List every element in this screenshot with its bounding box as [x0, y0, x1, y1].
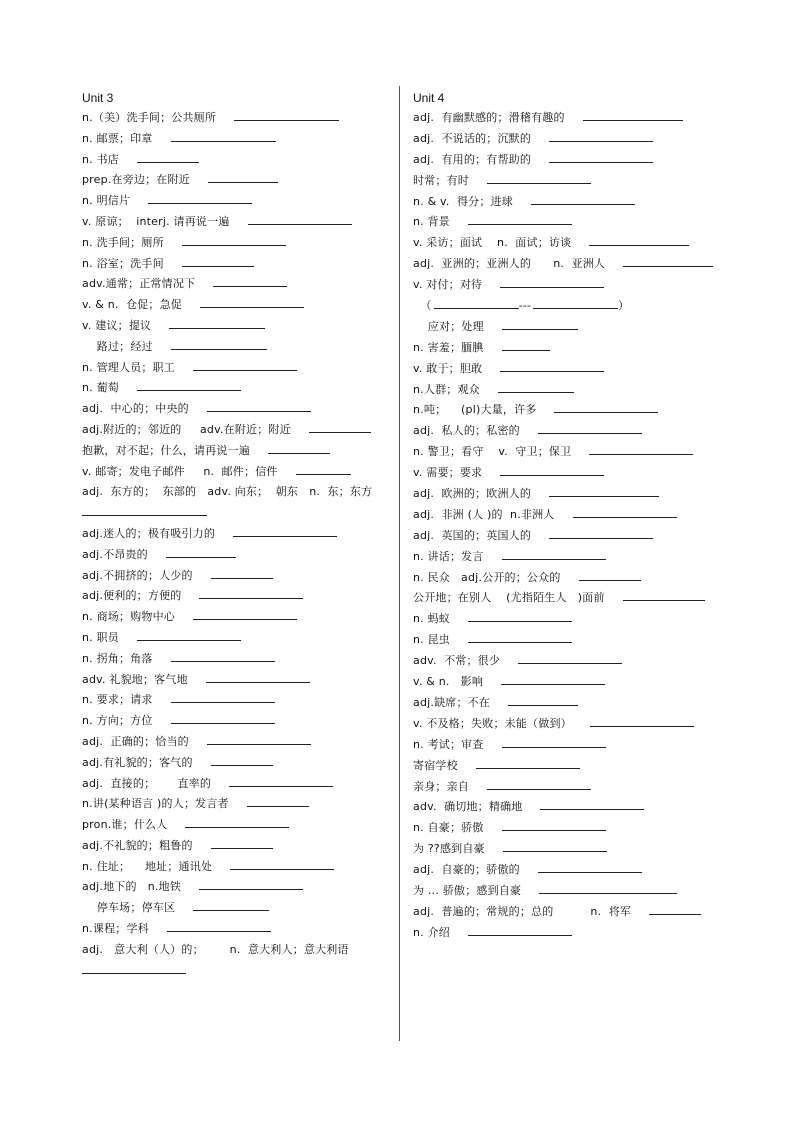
vocab-label: adj. 亚洲的；亚洲人的 n. 亚洲人 — [413, 257, 606, 271]
vocab-label: ） — [618, 299, 630, 313]
vocab-row — [413, 338, 718, 359]
vocab-label: n. 职员 — [82, 630, 119, 644]
answer-blank[interactable] — [583, 110, 683, 121]
vocab-label: 为 ??感到自豪 — [413, 842, 485, 856]
answer-blank[interactable] — [211, 838, 273, 849]
vocab-row — [413, 630, 718, 651]
vocab-row — [413, 923, 718, 944]
vocab-label: adj. 意大利（人）的； n. 意大利人；意大利语 — [82, 942, 349, 956]
vocab-row — [82, 378, 382, 399]
vocab-row — [413, 108, 718, 129]
vocab-row — [413, 150, 718, 171]
vocab-row — [82, 462, 382, 483]
answer-blank[interactable] — [171, 713, 275, 724]
answer-blank[interactable] — [502, 340, 550, 351]
vocab-row — [413, 171, 718, 192]
answer-blank[interactable] — [167, 921, 271, 932]
answer-blank[interactable] — [503, 841, 607, 852]
vocab-label: v. 建议；提议 — [82, 318, 152, 332]
vocab-row — [413, 254, 718, 275]
vocab-label: 停车场；停车区 — [82, 901, 176, 915]
vocab-row — [413, 317, 718, 338]
answer-blank[interactable] — [554, 402, 658, 413]
vocab-label: v. 邮寄；发电子邮件 n. 邮件；信件 — [82, 464, 278, 478]
vocab-row — [82, 399, 382, 420]
answer-blank[interactable] — [182, 256, 254, 267]
vocab-row — [82, 877, 382, 898]
vocab-row — [413, 359, 718, 380]
answer-blank[interactable] — [230, 859, 334, 870]
vocab-row — [82, 420, 382, 441]
vocab-row — [82, 503, 382, 524]
vocab-label: 应对；处理 — [413, 319, 484, 333]
vocab-label: n. 警卫；看守 v. 守卫；保卫 — [413, 445, 572, 459]
unit-3-title: Unit 3 — [82, 91, 114, 105]
vocab-row — [413, 484, 718, 505]
answer-blank[interactable] — [234, 110, 339, 121]
answer-blank[interactable] — [579, 570, 641, 581]
answer-blank[interactable] — [649, 904, 701, 915]
vocab-label: n.讲(某种语言 )的人；发言者 — [82, 797, 229, 811]
unit-3-column — [82, 88, 382, 981]
vocab-label: adj.地下的 n.地铁 — [82, 880, 182, 894]
vocab-row — [413, 902, 718, 923]
answer-blank[interactable] — [476, 758, 580, 769]
vocab-label: adv. 不常；很少 — [413, 654, 501, 668]
vocab-row — [82, 961, 382, 982]
vocab-row — [413, 860, 718, 881]
vocab-row — [82, 316, 382, 337]
vocab-label: adj.便利的；方便的 — [82, 589, 182, 603]
answer-blank[interactable] — [229, 776, 333, 787]
vocab-label: n. 害羞；腼腆 — [413, 340, 484, 354]
answer-blank[interactable] — [296, 464, 351, 475]
vocab-label: n. 住址； 地址；通讯处 — [82, 859, 213, 873]
vocab-label: adj. 自豪的；骄傲的 — [413, 863, 520, 877]
vocab-label: v. & n. 仓促；急促 — [82, 298, 182, 312]
answer-blank[interactable] — [573, 507, 677, 518]
vocab-label: adj. 直接的； 直率的 — [82, 776, 212, 790]
column-divider — [399, 86, 400, 1041]
answer-blank[interactable] — [148, 193, 252, 204]
vocab-row — [413, 693, 718, 714]
vocab-row — [413, 777, 718, 798]
vocab-row — [82, 670, 382, 691]
answer-blank[interactable] — [137, 152, 199, 163]
answer-blank[interactable] — [623, 590, 705, 601]
answer-blank[interactable] — [268, 443, 330, 454]
answer-blank[interactable] — [171, 339, 267, 350]
vocab-row — [82, 150, 382, 171]
answer-blank[interactable] — [193, 360, 297, 371]
vocab-row — [413, 129, 718, 150]
answer-blank[interactable] — [518, 653, 622, 664]
answer-blank[interactable] — [539, 883, 677, 894]
vocab-row — [413, 212, 718, 233]
answer-blank[interactable] — [500, 277, 604, 288]
vocab-label: n.课程；学科 — [82, 922, 149, 936]
answer-blank[interactable] — [206, 672, 310, 683]
answer-blank[interactable] — [508, 695, 578, 706]
unit-4-title: Unit 4 — [413, 91, 445, 105]
answer-blank[interactable] — [208, 172, 278, 183]
vocab-row — [413, 881, 718, 902]
vocab-row — [82, 191, 382, 212]
answer-blank[interactable] — [182, 235, 286, 246]
answer-blank[interactable] — [211, 568, 273, 579]
answer-blank[interactable] — [468, 611, 572, 622]
answer-blank[interactable] — [207, 734, 311, 745]
vocab-label: adj.不礼貌的；粗鲁的 — [82, 838, 193, 852]
vocab-label: n. 蚂蚁 — [413, 612, 450, 626]
answer-blank[interactable] — [590, 716, 694, 727]
vocab-row — [413, 233, 718, 254]
answer-blank[interactable] — [82, 505, 207, 516]
vocab-label: adj.缺席；不在 — [413, 695, 491, 709]
vocab-label: n. 考试；审查 — [413, 737, 484, 751]
vocab-label: v. 需要；要求 — [413, 466, 483, 480]
vocab-label: n. 方向；方位 — [82, 714, 153, 728]
vocab-label: adj. 东方的； 东部的 adv. 向东； 朝东 n. 东；东方 — [82, 485, 373, 499]
vocab-label: adj.迷人的；极有吸引力的 — [82, 526, 216, 540]
answer-blank[interactable] — [185, 817, 289, 828]
vocab-row — [82, 545, 382, 566]
answer-blank[interactable] — [549, 131, 653, 142]
answer-blank[interactable] — [171, 692, 275, 703]
answer-blank[interactable] — [540, 799, 644, 810]
vocab-row — [413, 400, 718, 421]
vocab-row — [82, 212, 382, 233]
vocab-row — [413, 463, 718, 484]
answer-blank[interactable] — [502, 319, 578, 330]
answer-blank[interactable] — [207, 401, 311, 412]
vocab-label: adj. 不说话的；沉默的 — [413, 131, 532, 145]
vocab-row — [413, 609, 718, 630]
vocab-label: adj. 欧洲的；欧洲人的 — [413, 487, 532, 501]
vocab-label: n. 民众 adj.公开的；公众的 — [413, 570, 561, 584]
answer-blank[interactable] — [549, 152, 653, 163]
vocab-label: adv.通常；正常情况下 — [82, 277, 196, 291]
vocab-row — [413, 421, 718, 442]
vocab-label: n. & v. 得分；进球 — [413, 194, 513, 208]
vocab-label: n.（美）洗手间；公共厕所 — [82, 111, 217, 124]
vocab-label: （ — [413, 299, 432, 313]
answer-blank[interactable] — [137, 380, 241, 391]
vocab-label: n. 洗手间；厕所 — [82, 235, 164, 249]
vocab-label: n. 浴室；洗手间 — [82, 256, 164, 270]
answer-blank[interactable] — [193, 609, 297, 620]
unit-3-vocab-list — [82, 108, 382, 981]
vocab-row — [82, 524, 382, 545]
vocab-row — [82, 836, 382, 857]
vocab-label: v. 对付；对待 — [413, 278, 483, 292]
answer-blank[interactable] — [309, 422, 371, 433]
answer-blank[interactable] — [487, 779, 591, 790]
answer-blank[interactable] — [549, 486, 659, 497]
vocab-row — [82, 919, 382, 940]
vocab-label: n. 自豪；骄傲 — [413, 821, 484, 835]
vocab-label: adj. 普遍的；常规的；总的 n. 将军 — [413, 904, 632, 918]
vocab-row — [413, 797, 718, 818]
vocab-label: n. 书店 — [82, 152, 119, 166]
vocab-label: 时常；有时 — [413, 173, 469, 187]
answer-blank[interactable] — [468, 925, 572, 936]
answer-blank[interactable] — [502, 737, 606, 748]
vocab-row — [82, 794, 382, 815]
answer-blank[interactable] — [531, 194, 635, 205]
vocab-row — [82, 337, 382, 358]
vocab-label: n. 讲话；发言 — [413, 549, 484, 563]
answer-blank[interactable] — [549, 528, 653, 539]
vocab-row — [82, 690, 382, 711]
vocab-row — [82, 170, 382, 191]
answer-blank[interactable] — [169, 318, 265, 329]
answer-blank[interactable] — [233, 526, 337, 537]
vocab-label: adj. 中心的；中央的 — [82, 402, 189, 416]
vocab-row — [82, 233, 382, 254]
vocab-label: n. 要求；请求 — [82, 693, 153, 707]
answer-blank[interactable] — [502, 820, 606, 831]
vocab-row — [82, 274, 382, 295]
answer-blank[interactable] — [247, 796, 309, 807]
vocab-row — [413, 735, 718, 756]
vocab-row — [82, 295, 382, 316]
vocab-label: n. 背景 — [413, 215, 450, 229]
vocab-label: prep.在旁边；在附近 — [82, 173, 190, 187]
vocab-label: adj. 正确的；恰当的 — [82, 734, 189, 748]
vocab-label: adj. 私人的；私密的 — [413, 424, 520, 438]
vocab-row — [413, 505, 718, 526]
vocab-row — [413, 526, 718, 547]
vocab-label: adj. 非洲 (人 )的 n.非洲人 — [413, 507, 555, 521]
vocab-label: v. & n. 影响 — [413, 675, 484, 689]
vocab-row — [413, 756, 718, 777]
vocab-label: 路过；经过 — [82, 339, 153, 353]
answer-blank[interactable] — [248, 214, 352, 225]
answer-blank[interactable] — [501, 674, 605, 685]
vocab-label: v. 敢于；胆敢 — [413, 361, 483, 375]
answer-blank[interactable] — [468, 214, 572, 225]
vocab-label: n. 明信片 — [82, 194, 131, 208]
vocab-row — [82, 774, 382, 795]
vocab-label: n. 邮票；印章 — [82, 131, 153, 145]
vocab-label: adj.有礼貌的；客气的 — [82, 755, 193, 769]
vocab-label: adj.不拥挤的；人少的 — [82, 568, 193, 582]
vocab-row — [413, 839, 718, 860]
vocab-row — [82, 898, 382, 919]
vocab-row — [82, 441, 382, 462]
unit-4-column — [413, 88, 718, 944]
vocab-row — [82, 108, 382, 129]
vocab-label: adj. 英国的；英国人的 — [413, 528, 532, 542]
vocab-row — [82, 732, 382, 753]
answer-blank[interactable] — [538, 423, 642, 434]
vocab-row — [413, 568, 718, 589]
vocab-row — [82, 649, 382, 670]
vocab-row — [413, 818, 718, 839]
vocab-label: adj.不昂贵的 — [82, 547, 148, 561]
unit-4-vocab-list — [413, 108, 718, 944]
answer-blank[interactable] — [193, 900, 269, 911]
vocab-row — [82, 607, 382, 628]
vocab-row — [413, 651, 718, 672]
vocab-label: n. 葡萄 — [82, 381, 119, 395]
vocab-label: adj.附近的；邻近的 adv.在附近；附近 — [82, 422, 291, 436]
vocab-row — [413, 588, 718, 609]
vocab-row — [413, 380, 718, 401]
vocab-label: n. 管理人员；职工 — [82, 360, 175, 374]
answer-blank[interactable] — [199, 879, 303, 890]
answer-blank[interactable] — [589, 235, 689, 246]
vocab-label: n.吨； (pl)大量，许多 — [413, 403, 537, 417]
vocab-label: n. 商场；购物中心 — [82, 610, 175, 624]
vocab-row — [82, 358, 382, 379]
vocab-row — [82, 815, 382, 836]
answer-blank[interactable] — [82, 963, 186, 974]
answer-blank[interactable] — [500, 465, 604, 476]
vocab-row — [82, 711, 382, 732]
answer-blank[interactable] — [538, 862, 642, 873]
vocab-row — [82, 857, 382, 878]
vocab-label: v. 原谅； interj. 请再说一遍 — [82, 214, 230, 228]
answer-blank[interactable] — [211, 755, 273, 766]
vocab-label: 公开地；在别人 (尤指陌生人 )面前 — [413, 591, 605, 605]
vocab-label: 寄宿学校 — [413, 758, 458, 772]
answer-blank[interactable] — [137, 630, 241, 641]
vocab-label: n. 介绍 — [413, 925, 450, 939]
answer-blank[interactable] — [468, 632, 572, 643]
vocab-label: adj. 有用的；有帮助的 — [413, 152, 532, 166]
answer-blank[interactable] — [199, 588, 303, 599]
vocab-row — [82, 628, 382, 649]
answer-blank[interactable] — [171, 131, 276, 142]
answer-blank[interactable] — [434, 298, 519, 309]
vocab-row — [413, 442, 718, 463]
vocab-row — [82, 586, 382, 607]
vocab-row — [413, 275, 718, 296]
vocab-label: n.人群；观众 — [413, 382, 480, 396]
vocab-row — [413, 714, 718, 735]
answer-blank[interactable] — [498, 382, 574, 393]
answer-blank[interactable] — [487, 173, 591, 184]
vocab-row — [82, 482, 382, 503]
vocab-label: 亲身；亲自 — [413, 779, 469, 793]
vocab-row — [413, 672, 718, 693]
answer-blank[interactable] — [200, 297, 304, 308]
vocab-label: --- — [518, 299, 532, 313]
vocab-row — [413, 547, 718, 568]
answer-blank[interactable] — [213, 276, 287, 287]
answer-blank[interactable] — [623, 256, 713, 267]
vocab-label: v. 不及格；失败；未能（做到） — [413, 716, 572, 730]
answer-blank[interactable] — [500, 361, 604, 372]
vocab-label: adv. 确切地；精确地 — [413, 800, 523, 814]
vocab-label: pron.谁；什么人 — [82, 818, 168, 832]
vocab-row — [82, 566, 382, 587]
vocab-label: 抱歉，对不起；什么，请再说一遍 — [82, 443, 250, 457]
vocab-label: n. 昆虫 — [413, 633, 450, 647]
vocab-label: adj. 有幽默感的；滑稽有趣的 — [413, 111, 565, 124]
vocab-row — [82, 940, 382, 961]
vocab-row — [82, 753, 382, 774]
vocab-row — [413, 192, 718, 213]
vocab-row — [82, 254, 382, 275]
answer-blank[interactable] — [166, 547, 236, 558]
vocab-row — [413, 296, 718, 317]
vocab-label: adv. 礼貌地；客气地 — [82, 672, 188, 686]
answer-blank[interactable] — [171, 651, 275, 662]
answer-blank[interactable] — [589, 444, 693, 455]
vocab-row — [82, 129, 382, 150]
vocab-label: n. 拐角；角落 — [82, 651, 153, 665]
answer-blank[interactable] — [502, 549, 606, 560]
answer-blank[interactable] — [533, 298, 618, 309]
vocab-label: 为 … 骄傲；感到自豪 — [413, 883, 522, 897]
vocab-label: v. 采访；面试 n. 面试；访谈 — [413, 236, 572, 250]
